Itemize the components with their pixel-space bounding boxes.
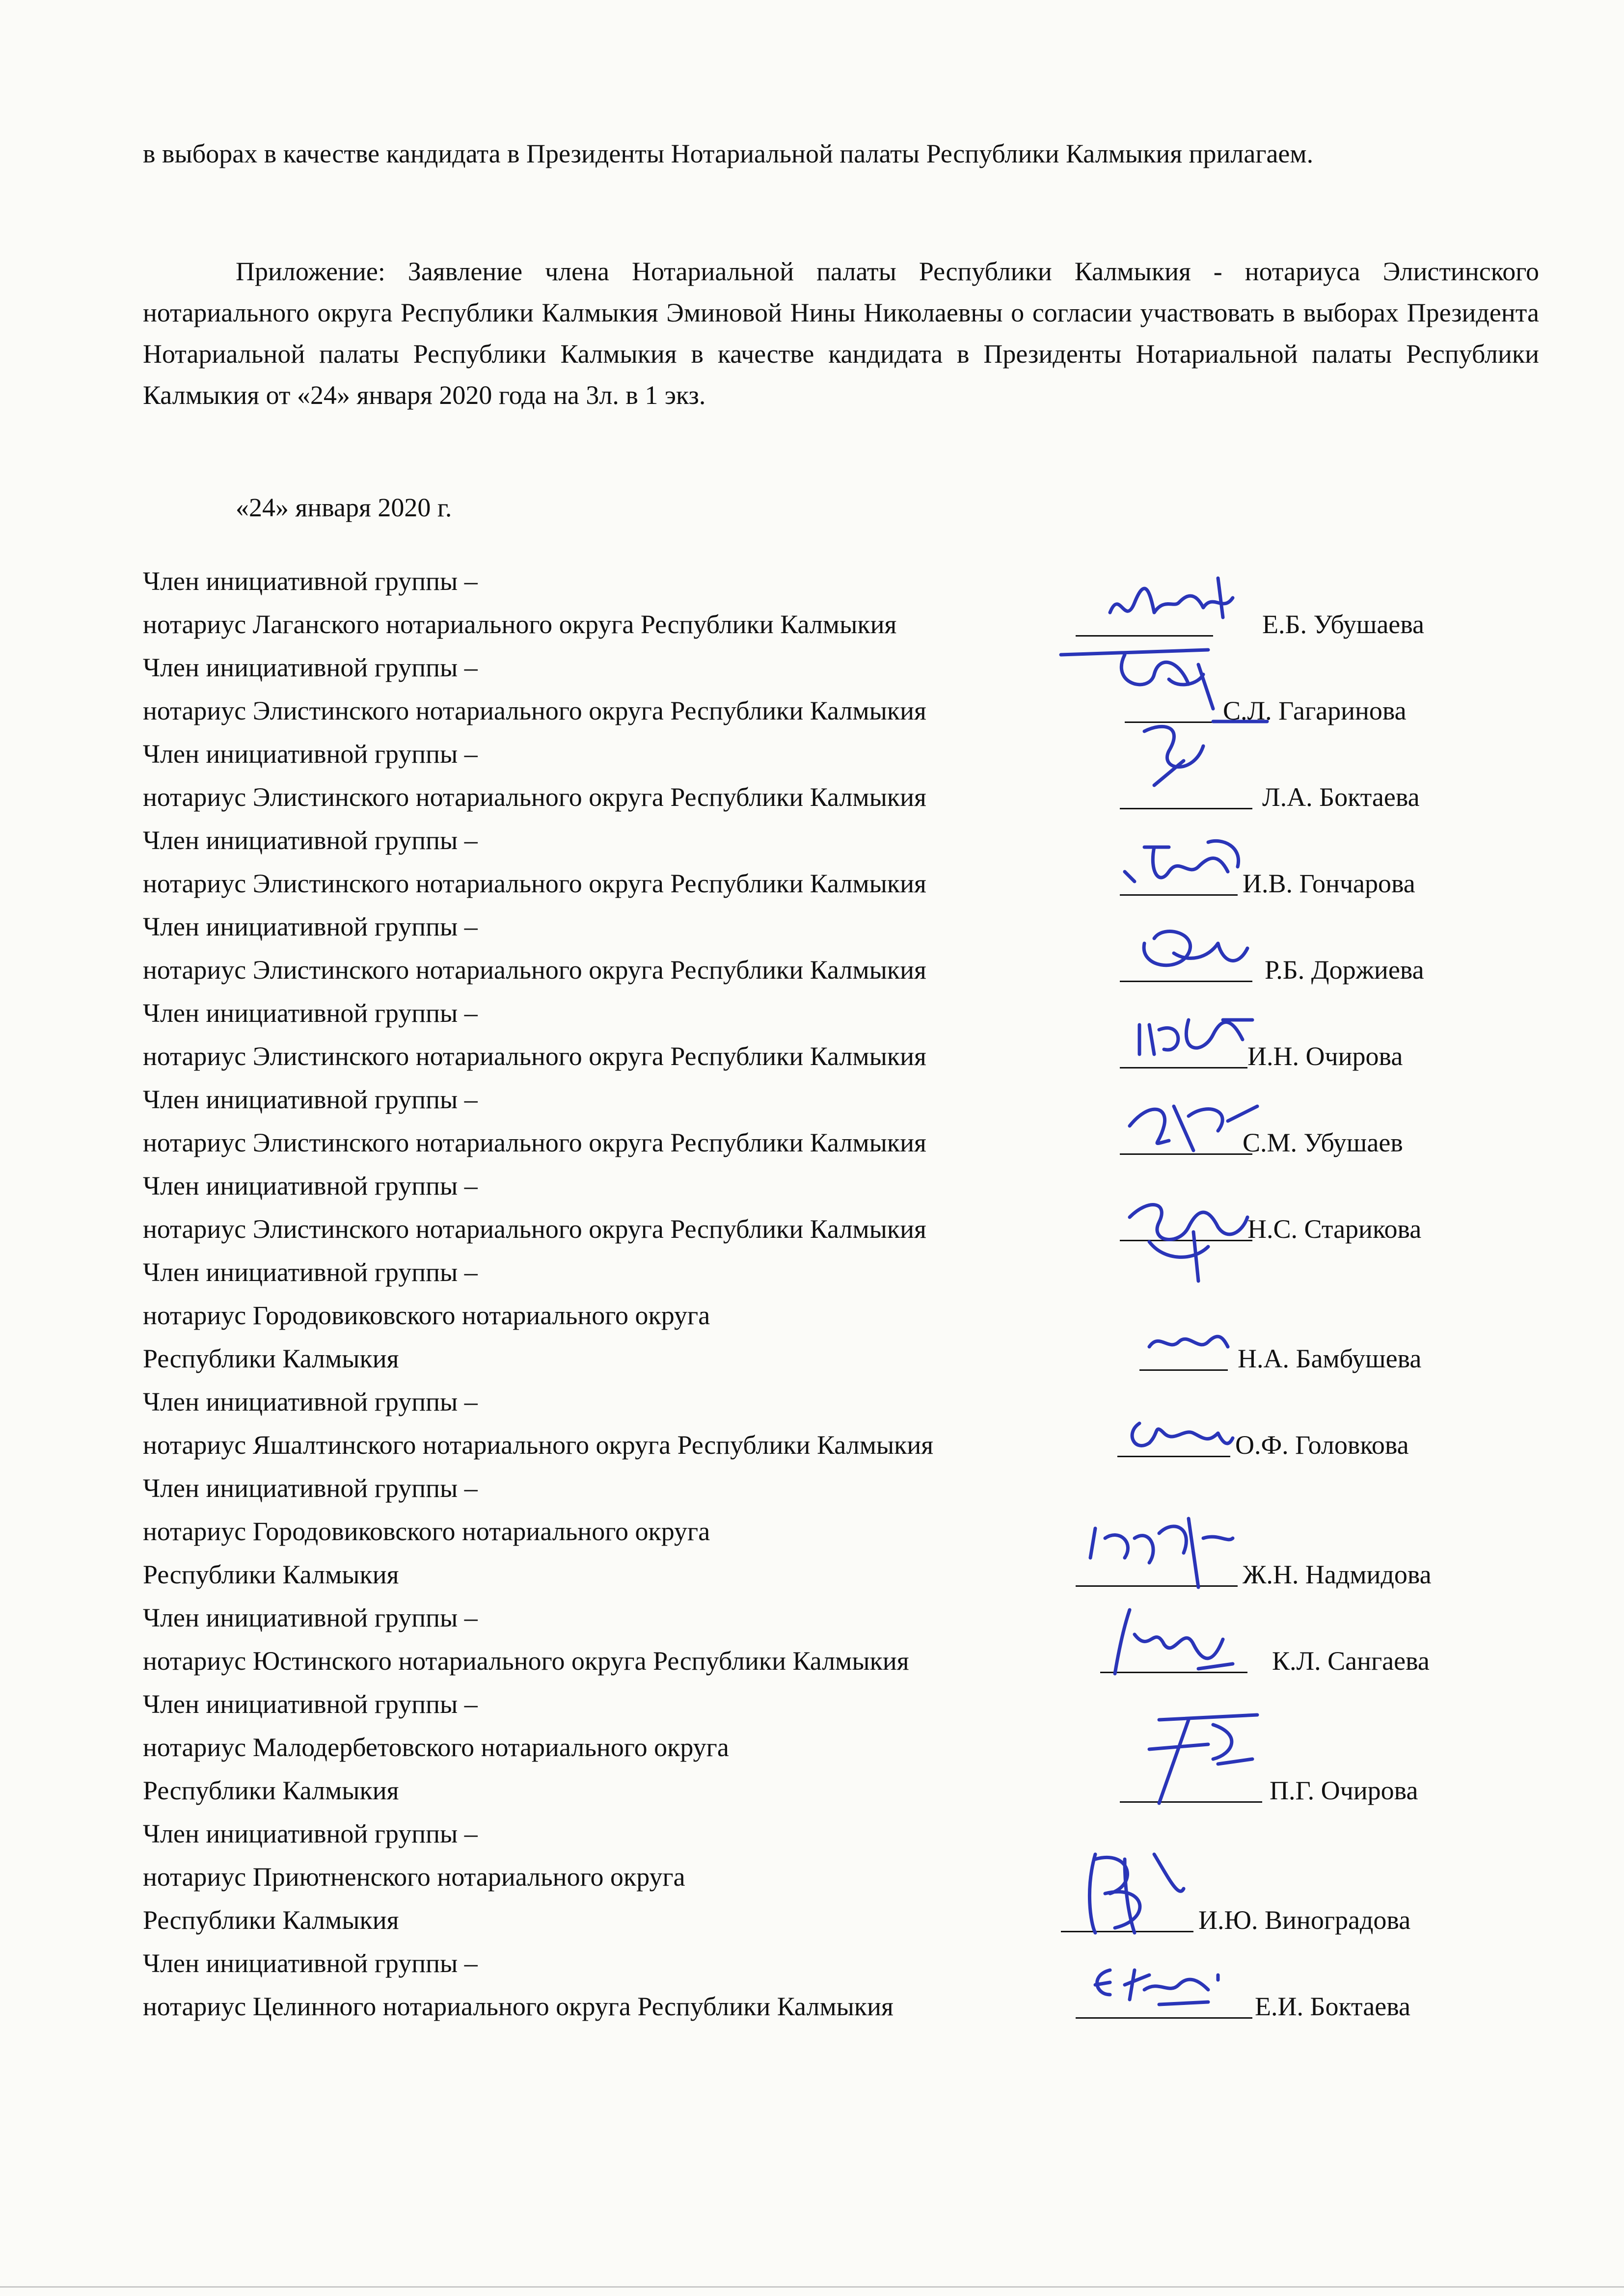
- role-text: Член инициативной группы –: [143, 1473, 478, 1503]
- signatory-district-line: [143, 1769, 1468, 1812]
- signatory-name: С.Л. Гагаринова: [1223, 696, 1407, 725]
- signatory-name: Ж.Н. Надмидова: [1243, 1560, 1432, 1589]
- signatory-role: [143, 1164, 1468, 1207]
- district-text: нотариус Элистинского нотариального округа Республики Калмыкия: [143, 696, 926, 725]
- district-text: нотариус Юстинского нотариального округа Республики Калмыкия: [143, 1646, 909, 1676]
- signatory-role: [143, 991, 1468, 1035]
- signatory-name: Е.Б. Убушаева: [1262, 610, 1425, 639]
- document-date: «24» января 2020 г.: [236, 493, 452, 522]
- role-text: Член инициативной группы –: [143, 998, 478, 1028]
- district-text: нотариус Яшалтинского нотариального округа Республики Калмыкия: [143, 1430, 934, 1460]
- district-text: нотариус Элистинского нотариального округа Республики Калмыкия: [143, 1214, 926, 1244]
- paragraph-attachment: Приложение: Заявление члена Нотариальной палаты Республики Калмыкия - нотариуса Элистинского нотариального округа Республики Калмыкия Эминовой Нины Николаевны о согласии участвовать в выборах Президента Нотариальной палаты Республики Калмыкия в качестве кандидата в Президенты Нотариальной палаты Республики Калмыкия от «24» января 2020 года на 3л. в 1 экз.: [143, 257, 1539, 410]
- signatory-name: И.Н. Очирова: [1247, 1041, 1403, 1071]
- district-text: нотариус Элистинского нотариального округа Республики Калмыкия: [143, 869, 926, 898]
- paragraph-continuation: в выборах в качестве кандидата в Президенты Нотариальной палаты Республики Калмыкия прилагаем.: [143, 139, 1314, 168]
- signatory-name: И.Ю. Виноградова: [1198, 1905, 1411, 1935]
- signature-blank: [1076, 2017, 1252, 2019]
- signatory-name: К.Л. Сангаева: [1272, 1646, 1430, 1676]
- signatory-name: С.М. Убушаев: [1243, 1128, 1403, 1157]
- district-text: нотариус Лаганского нотариального округа Республики Калмыкия: [143, 610, 897, 639]
- signatory-role: [143, 1682, 1468, 1726]
- signature-blank: [1117, 1456, 1230, 1457]
- signatory-district-line: [143, 1510, 1468, 1553]
- signature-blank: [1061, 1931, 1193, 1932]
- district-text: Республики Калмыкия: [143, 1776, 399, 1805]
- district-text: Республики Калмыкия: [143, 1905, 399, 1935]
- signatory-role: [143, 905, 1468, 948]
- role-text: Член инициативной группы –: [143, 1949, 478, 1978]
- signatory-role: [143, 732, 1468, 775]
- role-text: Член инициативной группы –: [143, 1387, 478, 1416]
- signature-blank: [1120, 1067, 1247, 1068]
- role-text: Член инициативной группы –: [143, 1603, 478, 1632]
- signature-blank: [1120, 808, 1252, 809]
- signatory-district-line: [143, 1855, 1468, 1898]
- signatory-role: [143, 1812, 1468, 1855]
- signatory-role: [143, 1078, 1468, 1121]
- signatory-district-line: [143, 862, 1468, 905]
- signatory-name: Л.А. Боктаева: [1262, 782, 1420, 812]
- signatory-role: [143, 1251, 1468, 1294]
- signatory-role: [143, 1942, 1468, 1985]
- district-text: Республики Калмыкия: [143, 1344, 399, 1373]
- signature-blank: [1120, 981, 1252, 982]
- signatory-name: И.В. Гончарова: [1243, 869, 1415, 898]
- signatory-role: [143, 560, 1468, 603]
- district-text: нотариус Малодербетовского нотариального округа: [143, 1733, 729, 1762]
- role-text: Член инициативной группы –: [143, 739, 478, 769]
- district-text: нотариус Элистинского нотариального округа Республики Калмыкия: [143, 1128, 926, 1157]
- signatory-district-line: [143, 1294, 1468, 1337]
- signatory-district-line: [143, 1726, 1468, 1769]
- signatory-district-line: [143, 603, 1468, 646]
- signatory-district-line: [143, 948, 1468, 991]
- signatory-district-line: [143, 689, 1468, 732]
- district-text: нотариус Целинного нотариального округа Республики Калмыкия: [143, 1992, 893, 2021]
- signatory-role: [143, 646, 1468, 689]
- signatory-role: [143, 1467, 1468, 1510]
- signatory-district-line: [143, 1035, 1468, 1078]
- signatory-district-line: [143, 1898, 1468, 1942]
- district-text: нотариус Элистинского нотариального округа Республики Калмыкия: [143, 782, 926, 812]
- signatory-name: Е.И. Боктаева: [1255, 1992, 1410, 2021]
- signatory-district-line: [143, 775, 1468, 819]
- signatory-district-line: [143, 1423, 1468, 1467]
- district-text: нотариус Приютненского нотариального округа: [143, 1862, 685, 1892]
- role-text: Член инициативной группы –: [143, 1085, 478, 1114]
- signature-blank: [1120, 894, 1238, 896]
- district-text: нотариус Элистинского нотариального округа Республики Калмыкия: [143, 1041, 926, 1071]
- signatory-district-line: [143, 1553, 1468, 1596]
- scan-edge: [0, 2286, 1624, 2288]
- role-text: Член инициативной группы –: [143, 653, 478, 682]
- signatory-name: Н.А. Бамбушева: [1238, 1344, 1422, 1373]
- district-text: нотариус Городовиковского нотариального округа: [143, 1301, 710, 1330]
- role-text: Член инициативной группы –: [143, 1171, 478, 1201]
- role-text: Член инициативной группы –: [143, 566, 478, 596]
- signatory-district-line: [143, 1639, 1468, 1682]
- signatory-district-line: [143, 1207, 1468, 1251]
- signatory-name: П.Г. Очирова: [1270, 1776, 1418, 1805]
- signature-blank: [1076, 1585, 1238, 1587]
- district-text: нотариус Элистинского нотариального округа Республики Калмыкия: [143, 955, 926, 985]
- signatory-district-line: [143, 1337, 1468, 1380]
- signatory-role: [143, 1380, 1468, 1423]
- role-text: Член инициативной группы –: [143, 826, 478, 855]
- signature-blank: [1120, 1801, 1262, 1803]
- signature-blank: [1120, 1240, 1252, 1241]
- signature-blank: [1076, 635, 1213, 637]
- signature-blank: [1120, 1153, 1252, 1155]
- signature-blank: [1125, 721, 1223, 723]
- role-text: Член инициативной группы –: [143, 1689, 478, 1719]
- signatory-district-line: [143, 1985, 1468, 2028]
- signatory-name: О.Ф. Головкова: [1235, 1430, 1409, 1460]
- district-text: Республики Калмыкия: [143, 1560, 399, 1589]
- signatory-role: [143, 1596, 1468, 1639]
- signatory-name: Р.Б. Доржиева: [1265, 955, 1424, 985]
- signature-blank: [1100, 1672, 1247, 1673]
- signature-blank: [1139, 1369, 1228, 1371]
- role-text: Член инициативной группы –: [143, 1819, 478, 1848]
- signatories-list: [143, 560, 1468, 2028]
- signatory-name: Н.С. Старикова: [1247, 1214, 1422, 1244]
- role-text: Член инициативной группы –: [143, 1257, 478, 1287]
- district-text: нотариус Городовиковского нотариального округа: [143, 1517, 710, 1546]
- signatory-role: [143, 819, 1468, 862]
- signatory-district-line: [143, 1121, 1468, 1164]
- role-text: Член инициативной группы –: [143, 912, 478, 941]
